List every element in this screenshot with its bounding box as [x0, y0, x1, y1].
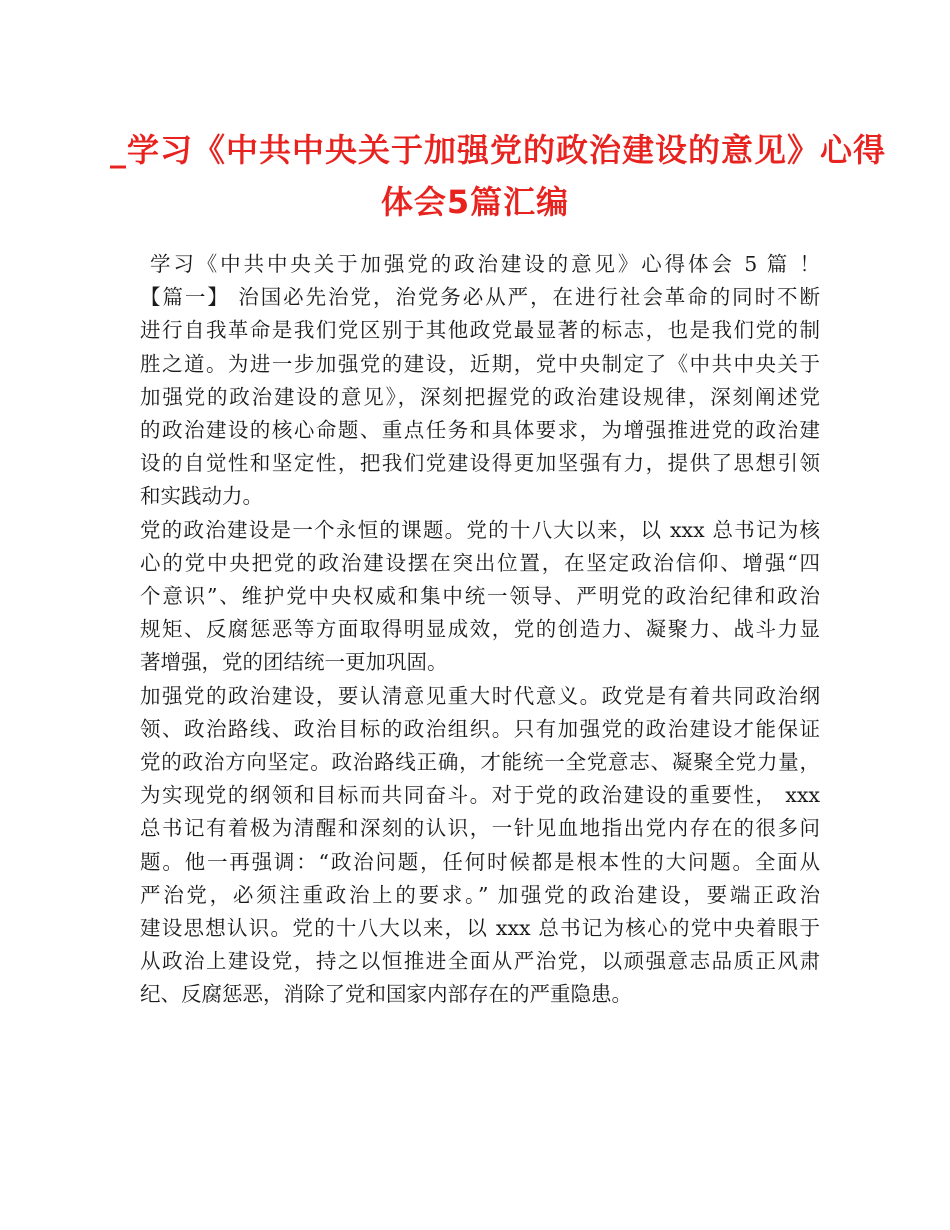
- body-line: 心的党中央把党的政治建设摆在突出位置，在坚定政治信仰、增强“四: [140, 550, 820, 575]
- body-line: 的政治建设的核心命题、重点任务和具体要求，为增强推进党的政治建: [140, 418, 820, 443]
- body-line: 总书记有着极为清醒和深刻的认识，一针见血地指出党内存在的很多问: [140, 816, 820, 841]
- paragraph-3: [140, 680, 820, 1012]
- body-line: 从政治上建设党，持之以恒推进全面从严治党，以顽强意志品质正风肃: [140, 949, 820, 974]
- body-line: 加强党的政治建设的意见》，深刻把握党的政治建设规律，深刻阐述党: [140, 384, 820, 409]
- body-line: 设的自觉性和坚定性，把我们党建设得更加坚强有力，提供了思想引领: [140, 451, 820, 476]
- body-line: 著增强，党的团结统一更加巩固。: [140, 650, 448, 675]
- body-line: 规矩、反腐惩恶等方面取得明显成效，党的创造力、凝聚力、战斗力显: [140, 617, 820, 642]
- body-line: 胜之道。为进一步加强党的建设，近期，党中央制定了《中共中央关于: [140, 351, 820, 376]
- body-line: 题。他一再强调：“政治问题，任何时候都是根本性的大问题。全面从: [140, 849, 820, 874]
- body-line: 建设思想认识。党的十八大以来，以 xxx 总书记为核心的党中央着眼于: [140, 916, 820, 941]
- body-line: 加强党的政治建设，要认清意见重大时代意义。政党是有着共同政治纲: [140, 683, 820, 708]
- body-line: 党的政治方向坚定。政治路线正确，才能统一全党意志、凝聚全党力量，: [140, 750, 820, 775]
- body-line: 和实践动力。: [140, 484, 263, 509]
- document-body: [140, 248, 820, 1012]
- paragraph-2: [140, 514, 820, 680]
- body-line: 个意识”、维护党中央权威和集中统一领导、严明党的政治纪律和政治: [140, 584, 820, 609]
- body-line: 为实现党的纲领和目标而共同奋斗。对于党的政治建设的重要性， xxx: [140, 783, 820, 808]
- body-line: 党的政治建设是一个永恒的课题。党的十八大以来，以 xxx 总书记为核: [140, 517, 820, 542]
- body-line: 【篇一】 治国必先治党，治党务必从严，在进行社会革命的同时不断: [140, 285, 820, 310]
- title-line: 体会5篇汇编: [380, 183, 570, 221]
- title-line: _学习《中共中央关于加强党的政治建设的意见》心得: [110, 131, 887, 169]
- body-line: 严治党，必须注重政治上的要求。” 加强党的政治建设，要端正政治: [140, 882, 820, 907]
- body-line: 学习《中共中央关于加强党的政治建设的意见》心得体会 5 篇 ！: [150, 252, 820, 276]
- paragraph-1: [140, 248, 820, 514]
- body-line: 领、政治路线、政治目标的政治组织。只有加强党的政治建设才能保证: [140, 716, 820, 741]
- body-line: 进行自我革命是我们党区别于其他政党最显著的标志，也是我们党的制: [140, 318, 820, 343]
- body-line: 纪、反腐惩恶，消除了党和国家内部存在的严重隐患。: [140, 982, 632, 1007]
- document-title: [110, 124, 887, 228]
